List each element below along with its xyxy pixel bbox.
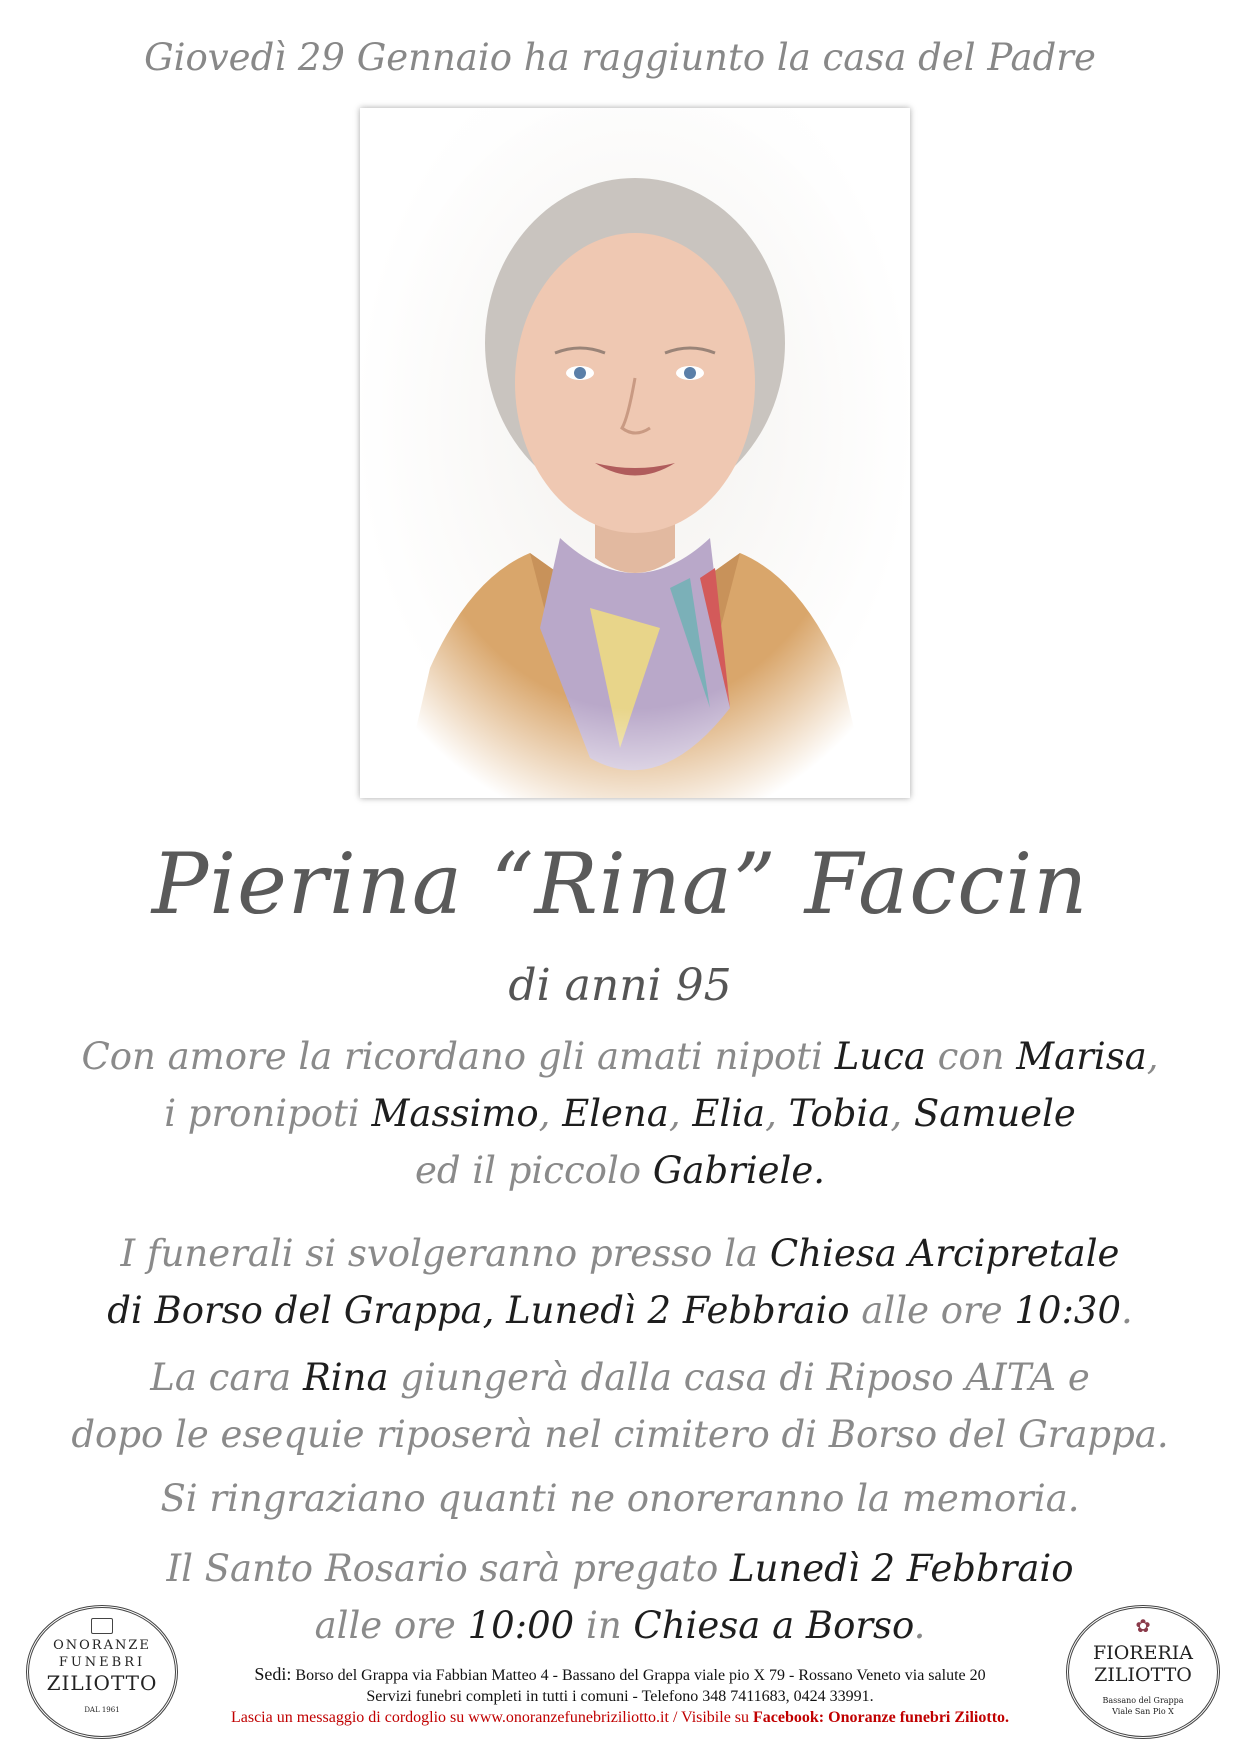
deceased-age: di anni 95 bbox=[508, 960, 732, 1011]
funeral-message bbox=[0, 1225, 1240, 1339]
flower-icon: ✿ bbox=[1135, 1616, 1151, 1637]
logo-right-line-2: ZILIOTTO bbox=[1094, 1664, 1192, 1686]
footer-locations: Sedi: Borso del Grappa via Fabbian Matteo 4 - Bassano del Grappa viale pio X 79 - Rossano Veneto via salute 20 bbox=[254, 1664, 986, 1684]
footer bbox=[180, 1664, 1060, 1728]
logo-left-line-4: DAL 1961 bbox=[84, 1706, 120, 1714]
burial-message-line-1: La cara Rina giungerà dalla casa di Riposo AITA e bbox=[150, 1356, 1090, 1399]
footer-condolence: Lascia un messaggio di cordoglio su www.onoranzefunebriziliotto.it / Visibile su Facebook: Onoranze funebri Ziliotto. bbox=[230, 1709, 1010, 1726]
burial-message bbox=[0, 1349, 1240, 1463]
logo-left-line-1: ONORANZE bbox=[53, 1638, 151, 1653]
family-message-line-2: i pronipoti Massimo, Elena, Elia, Tobia, Samuele bbox=[164, 1092, 1076, 1135]
rosary-message-line-1: Il Santo Rosario sarà pregato Lunedì 2 Febbraio bbox=[166, 1547, 1074, 1590]
portrait-photo bbox=[360, 108, 910, 798]
funeral-home-logo bbox=[26, 1605, 178, 1739]
logo-right-line-4: Viale San Pio X bbox=[1112, 1707, 1174, 1716]
book-icon bbox=[91, 1618, 113, 1634]
logo-left-line-3: ZILIOTTO bbox=[46, 1671, 158, 1695]
burial-message-line-2: dopo le esequie riposerà nel cimitero di Borso del Grappa. bbox=[71, 1413, 1169, 1456]
thanks-message: Si ringraziano quanti ne onoreranno la memoria. bbox=[160, 1477, 1080, 1520]
announcement-date-line: Giovedì 29 Gennaio ha raggiunto la casa del Padre bbox=[144, 36, 1096, 79]
family-message-line-1: Con amore la ricordano gli amati nipoti Luca con Marisa, bbox=[81, 1035, 1159, 1078]
logo-right-line-1: FIORERIA bbox=[1093, 1642, 1193, 1664]
deceased-name: Pierina “Rina” Faccin bbox=[151, 835, 1089, 933]
funeral-message-line-2: di Borso del Grappa, Lunedì 2 Febbraio alle ore 10:30. bbox=[107, 1289, 1133, 1332]
funeral-message-line-1: I funerali si svolgeranno presso la Chiesa Arcipretale bbox=[120, 1232, 1120, 1275]
rosary-message bbox=[0, 1540, 1240, 1654]
family-message-line-3: ed il piccolo Gabriele. bbox=[414, 1149, 826, 1192]
logo-right-line-3: Bassano del Grappa bbox=[1102, 1696, 1184, 1705]
footer-services: Servizi funebri completi in tutti i comuni - Telefono 348 7411683, 0424 33991. bbox=[366, 1688, 874, 1705]
family-message bbox=[0, 1028, 1240, 1199]
rosary-message-line-2: alle ore 10:00 in Chiesa a Borso. bbox=[314, 1604, 926, 1647]
logo-left-line-2: FUNEBRI bbox=[58, 1655, 146, 1670]
florist-logo bbox=[1066, 1605, 1220, 1739]
